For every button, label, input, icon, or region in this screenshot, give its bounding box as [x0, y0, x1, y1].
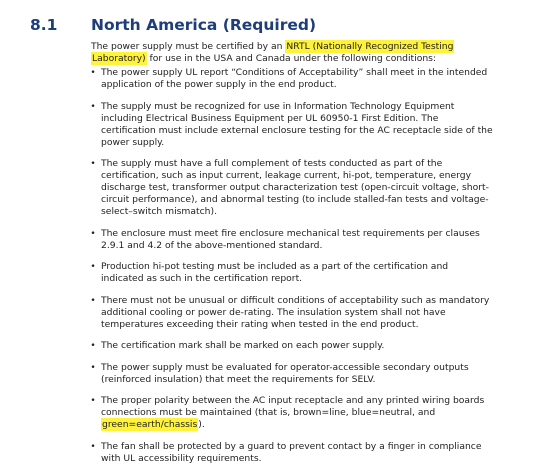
intro-paragraph: [91, 41, 531, 65]
intro-line-1: [91, 41, 531, 53]
intro-line-2: [91, 53, 531, 65]
bullet-glyph: •: [90, 68, 96, 78]
condition-line: including Electrical Business Equipment per UL 60950-1 First Edition. The: [101, 112, 439, 124]
condition-line: discharge test, transformer output characterization test (open-circuit voltage, short-: [101, 182, 489, 193]
bullet-glyph: •: [90, 396, 96, 406]
section-number: 8.1: [30, 16, 58, 34]
condition-line: application of the power supply in the end product.: [101, 79, 337, 90]
condition-line: The power supply must be evaluated for operator-accessible secondary outputs: [101, 361, 469, 373]
condition-line: additional cooling or power de-rating. The insulation system shall not have: [101, 306, 446, 318]
condition-item: [0, 228, 540, 252]
condition-line: The certification mark shall be marked on each power supply.: [101, 340, 385, 351]
condition-line: The enclosure must meet fire enclosure mechanical test requirements per clauses: [101, 227, 480, 239]
condition-line: indicated as such in the certification report.: [101, 273, 303, 284]
bullet-glyph: •: [90, 228, 96, 239]
condition-line: There must not be unusual or difficult conditions of acceptability such as mandatory: [101, 294, 490, 306]
condition-line: The power supply UL report “Conditions of Acceptability” shall meet in the intended: [101, 67, 488, 78]
condition-line: certification must include external enclosure testing for the AC receptacle side of the: [101, 124, 493, 136]
condition-line: The proper polarity between the AC input receptacle and any printed wiring boards: [101, 395, 485, 406]
polarity-text-end: ).: [198, 419, 205, 430]
condition-item: [0, 395, 540, 431]
condition-line: Production hi-pot testing must be included as a part of the certification and: [101, 261, 449, 272]
condition-line: The supply must be recognized for use in Information Technology Equipment: [101, 100, 455, 112]
bullet-glyph: •: [90, 262, 96, 272]
condition-line: connections must be maintained (that is, brown=line, blue=neutral, and: [101, 407, 436, 418]
bullet-glyph: •: [90, 441, 96, 452]
nrtl-highlight: NRTL (Nationally Recognized Testing: [286, 41, 454, 52]
condition-line: temperatures exceeding their rating when tested in the end product.: [101, 318, 419, 330]
condition-line: The fan shall be protected by a guard to prevent contact by a finger in compliance: [101, 440, 482, 452]
section-heading: [30, 12, 510, 38]
nrtl-highlight-continued: Laboratory): [92, 53, 146, 64]
condition-line: (reinforced insulation) that meet the requirements for SELV.: [101, 373, 376, 385]
condition-line: certification, such as input current, leakage current, hi-pot, temperature, energy: [101, 170, 472, 181]
bullet-glyph: •: [90, 159, 96, 169]
intro-text-continued: for use in the USA and Canada under the following conditions:: [146, 53, 437, 64]
condition-item: [0, 441, 540, 465]
condition-item: [0, 261, 540, 285]
polarity-highlight: green=earth/chassis: [102, 419, 198, 430]
condition-line-highlighted: [101, 419, 540, 431]
condition-line: with UL accessibility requirements.: [101, 452, 262, 464]
condition-item: [0, 67, 540, 91]
condition-item: [0, 340, 540, 352]
condition-item: [0, 362, 540, 386]
condition-line: 2.9.1 and 4.2 of the above-mentioned standard.: [101, 239, 323, 251]
bullet-glyph: •: [90, 295, 96, 306]
bullet-glyph: •: [90, 101, 96, 112]
intro-text: The power supply must be certified by an: [91, 41, 286, 52]
bullet-glyph: •: [90, 362, 96, 373]
condition-line: power supply.: [101, 136, 165, 148]
conditions-list: [0, 67, 540, 474]
condition-item: [0, 295, 540, 331]
section-title: North America (Required): [91, 16, 317, 34]
condition-line: select–switch mismatch).: [101, 206, 217, 217]
condition-line: The supply must have a full complement of tests conducted as part of the: [101, 158, 443, 169]
condition-item: [0, 158, 540, 218]
bullet-glyph: •: [90, 341, 96, 351]
condition-item: [0, 101, 540, 149]
condition-line: circuit performance), and abnormal testing (to include stalled-fan tests and voltage-: [101, 194, 489, 205]
